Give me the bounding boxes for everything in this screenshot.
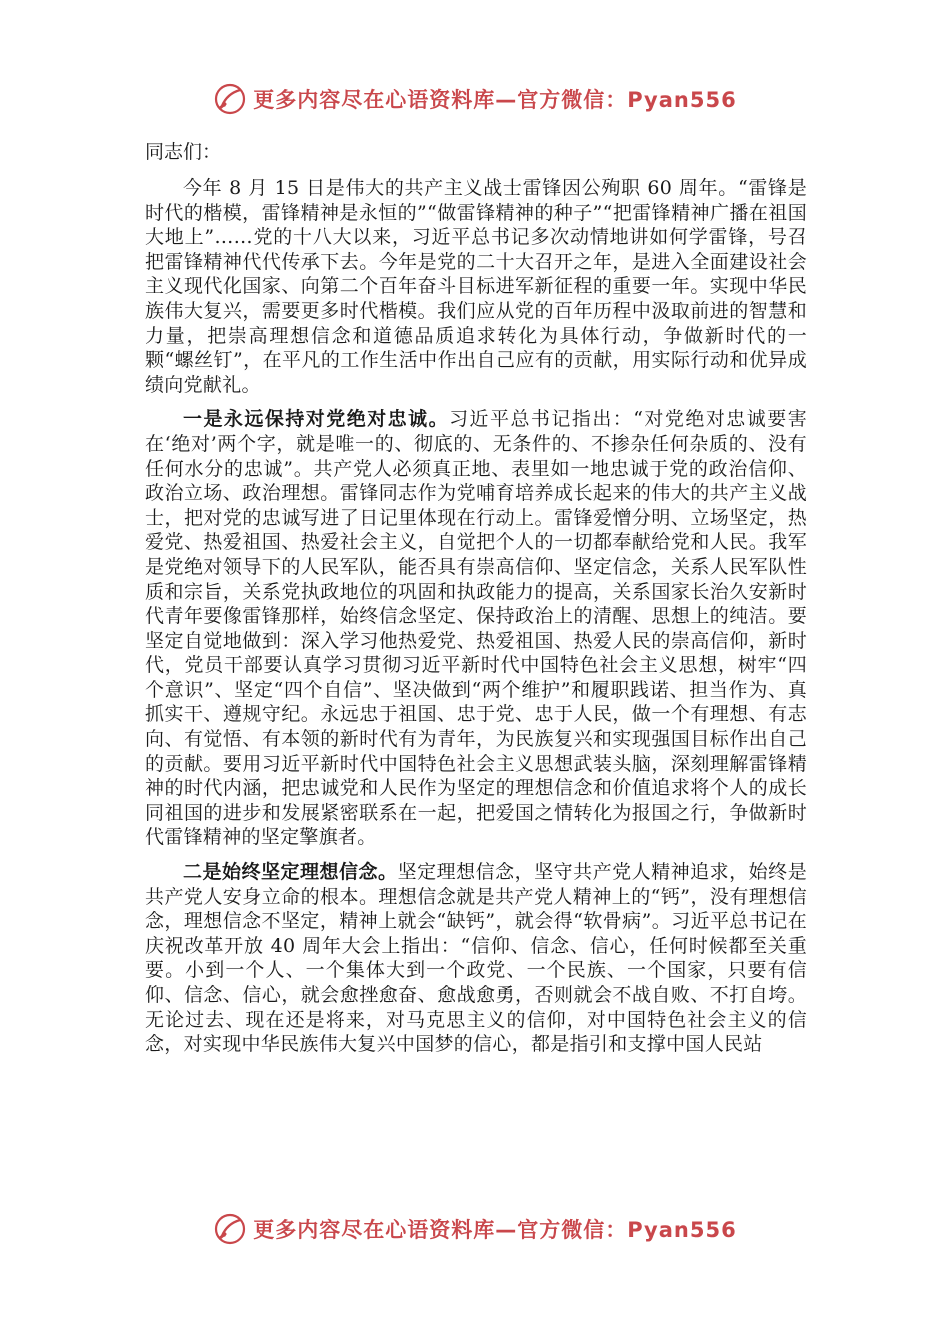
pen-signature-logo-icon — [213, 82, 247, 116]
document-body — [145, 140, 807, 1067]
section-2-paragraph — [145, 860, 807, 1057]
pen-signature-logo-icon — [213, 1212, 247, 1246]
section-1-paragraph — [145, 407, 807, 850]
section-1-body: 习近平总书记指出：“对党绝对忠诚要害在‘绝对’两个字，就是唯一的、彻底的、无条件的、不掺杂任何杂质的、没有任何水分的忠诚”。共产党人必须真正地、表里如一地忠诚于党的政治信仰、政治立场、政治理想。雷锋同志作为党哺育培养成长起来的伟大的共产主义战士，把对党的忠诚写进了日记里体现在行动上。雷锋爱憎分明、立场坚定，热爱党、热爱祖国、热爱社会主义，自觉把个人的一切都奉献给党和人民。我军是党绝对领导下的人民军队，能否具有崇高信仰、坚定信念，关系人民军队性质和宗旨，关系党执政地位的巩固和执政能力的提高，关系国家长治久安新时代青年要像雷锋那样，始终信念坚定、保持政治上的清醒、思想上的纯洁。要坚定自觉地做到：深入学习他热爱党、热爱祖国、热爱人民的崇高信仰，新时代，党员干部要认真学习贯彻习近平新时代中国特色社会主义思想，树牢“四个意识”、坚定“四个自信”、坚决做到“两个维护”和履职践诺、担当作为、真抓实干、遵规守纪。永远忠于祖国、忠于党、忠于人民，做一个有理想、有志向、有觉悟、有本领的新时代有为青年，为民族复兴和实现强国目标作出自己的贡献。要用习近平新时代中国特色社会主义思想武装头脑，深刻理解雷锋精神的时代内涵，把忠诚党和人民作为坚定的理想信念和价值追求将个人的成长同祖国的进步和发展紧密联系在一起，把爱国之情转化为报国之行，争做新时代雷锋精神的坚定擎旗者。 — [145, 408, 807, 849]
section-1-heading: 一是永远保持对党绝对忠诚。 — [183, 408, 450, 431]
header-banner — [0, 82, 950, 116]
section-2-body: 坚定理想信念，坚守共产党人精神追求，始终是共产党人安身立命的根本。理想信念就是共产党人精神上的“钙”，没有理想信念，理想信念不坚定，精神上就会“缺钙”，就会得“软骨病”。习近平总书记在庆祝改革开放 40 周年大会上指出：“信仰、信念、信心，任何时候都至关重要。小到一个人、一个集体大到一个政党、一个民族、一个国家，只要有信仰、信念、信心，就会愈挫愈奋、愈战愈勇，否则就会不战自败、不打自垮。无论过去、现在还是将来，对马克思主义的信仰，对中国特色社会主义的信念，对实现中华民族伟大复兴中国梦的信心，都是指引和支撑中国人民站 — [145, 861, 807, 1056]
footer-text: 更多内容尽在心语资料库—官方微信：Pyan556 — [253, 1218, 737, 1242]
intro-paragraph: 今年 8 月 15 日是伟大的共产主义战士雷锋因公殉职 60 周年。“雷锋是时代的楷模，雷锋精神是永恒的”“做雷锋精神的种子”“把雷锋精神广播在祖国大地上”……党的十八大以来，习近平总书记多次动情地讲如何学雷锋，号召把雷锋精神代代传承下去。今年是党的二十大召开之年，是进入全面建设社会主义现代化国家、向第二个百年奋斗目标进军新征程的重要一年。实现中华民族伟大复兴，需要更多时代楷模。我们应从党的百年历程中汲取前进的智慧和力量，把崇高理想信念和道德品质追求转化为具体行动，争做新时代的一颗“螺丝钉”，在平凡的工作生活中作出自己应有的贡献，用实际行动和优异成绩向党献礼。 — [145, 177, 807, 396]
header-text: 更多内容尽在心语资料库—官方微信：Pyan556 — [253, 88, 737, 112]
section-2-heading: 二是始终坚定理想信念。 — [183, 861, 398, 884]
footer-banner — [0, 1212, 950, 1246]
salutation: 同志们： — [145, 141, 222, 163]
